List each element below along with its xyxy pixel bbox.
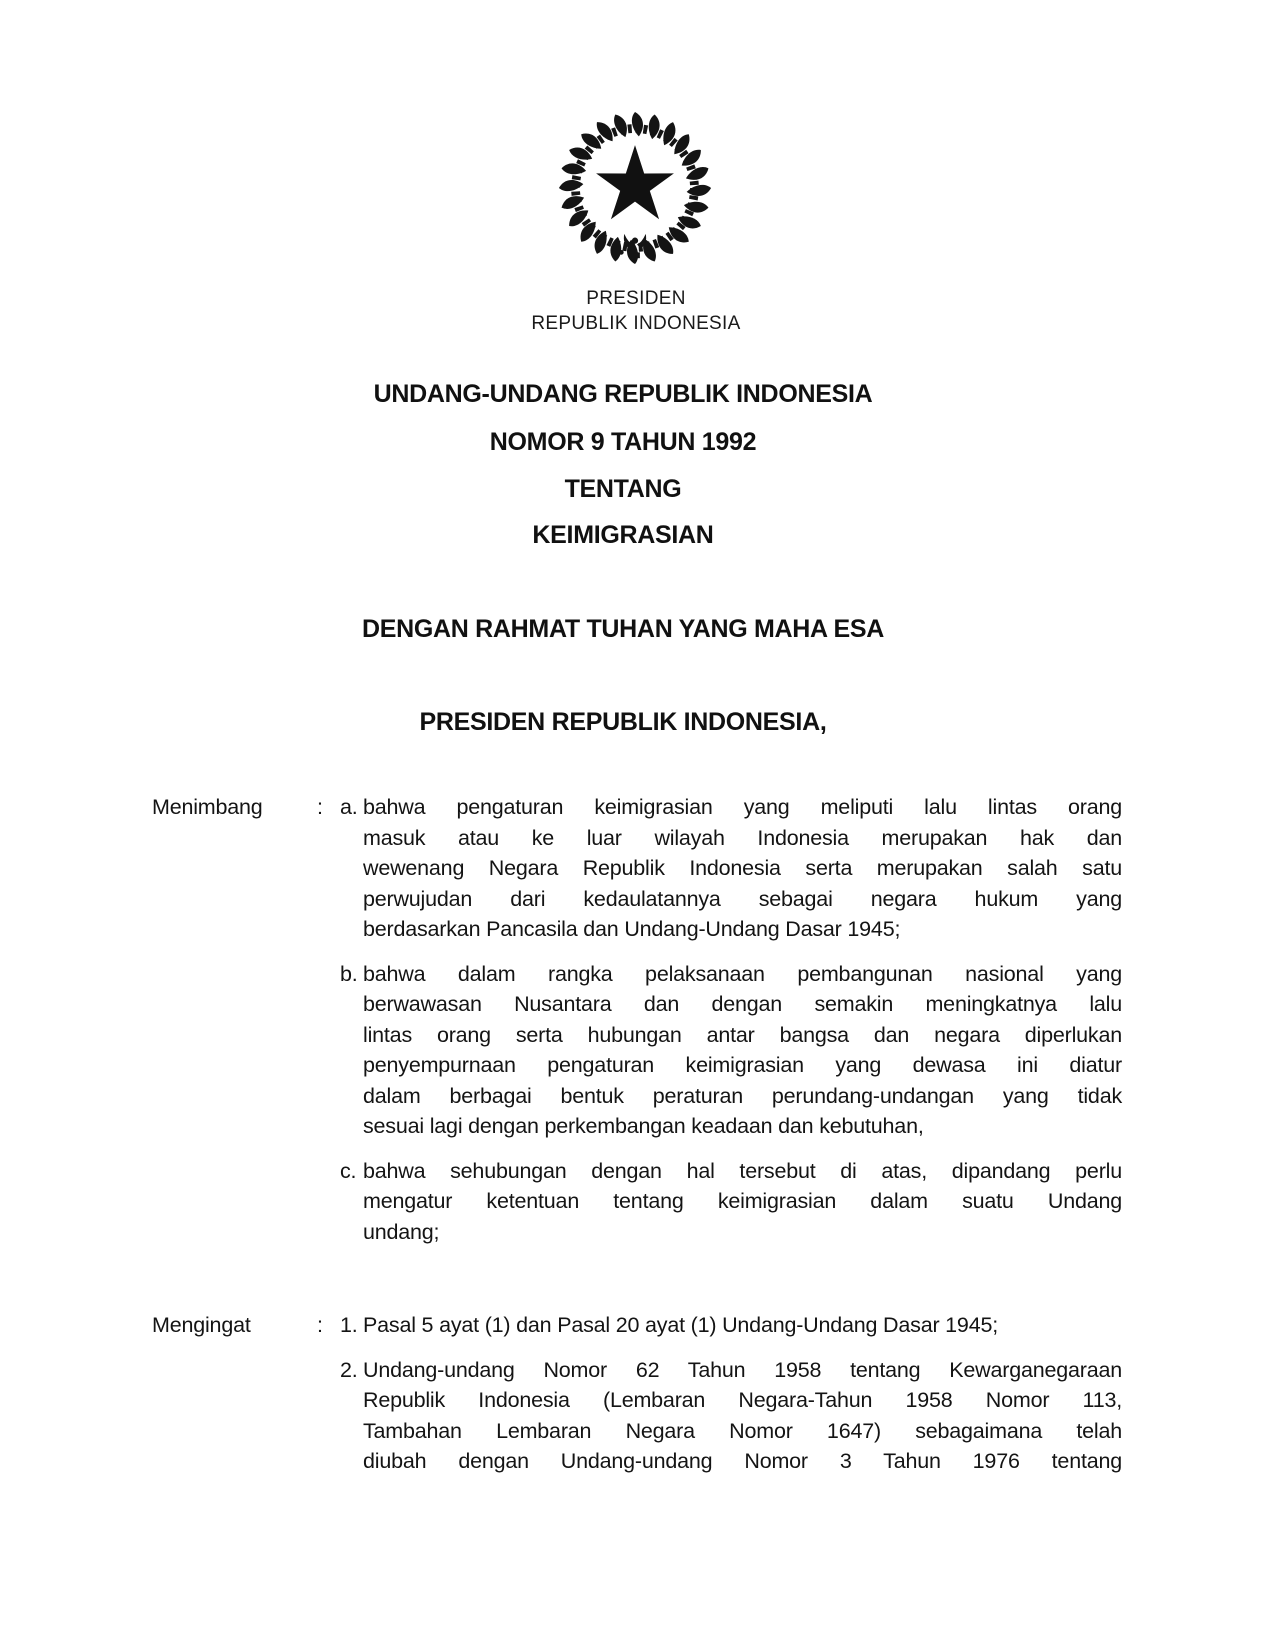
list-item-b bbox=[340, 959, 1122, 1142]
text-line: Undang-undang Nomor 62 Tahun 1958 tentang Kewarganegaraan bbox=[363, 1357, 1122, 1382]
text-line: bahwa pengaturan keimigrasian yang meliputi lalu lintas orang bbox=[363, 795, 1122, 819]
law-title: UNDANG-UNDANG REPUBLIK INDONESIA bbox=[373, 380, 873, 408]
list-item-1 bbox=[340, 1310, 1122, 1341]
text-line: Republik Indonesia (Lembaran Negara-Tahun 1958 Nomor 113, bbox=[363, 1388, 1122, 1412]
paragraph bbox=[363, 792, 1122, 945]
agency-header bbox=[0, 286, 1272, 336]
text-line: diubah dengan Undang-undang Nomor 3 Tahun 1976 tentang bbox=[363, 1449, 1122, 1473]
list-item-a bbox=[340, 792, 1122, 945]
agency-line-presiden: PRESIDEN bbox=[586, 288, 686, 309]
presidential-seal-icon bbox=[557, 110, 713, 266]
text-line: bahwa sehubungan dengan hal tersebut di atas, dipandang perlu bbox=[363, 1158, 1122, 1183]
menimbang-items bbox=[340, 792, 1122, 1247]
paragraph bbox=[363, 959, 1122, 1142]
menimbang-colon: : bbox=[317, 795, 323, 819]
list-marker: c. bbox=[340, 1158, 357, 1183]
mengingat-items bbox=[340, 1310, 1122, 1477]
text-line: berdasarkan Pancasila dan Undang-Undang Dasar 1945; bbox=[363, 917, 901, 941]
text-line: perwujudan dari kedaulatannya sebagai negara hukum yang bbox=[363, 886, 1122, 911]
text-line: sesuai lagi dengan perkembangan keadaan dan kebutuhan, bbox=[363, 1114, 924, 1138]
text-line: lintas orang serta hubungan antar bangsa dan negara diperlukan bbox=[363, 1022, 1122, 1047]
list-item-2 bbox=[340, 1355, 1122, 1477]
text-line: dalam berbagai bentuk peraturan perundang-undangan yang tidak bbox=[363, 1083, 1122, 1108]
menimbang-section bbox=[152, 792, 1122, 1247]
text-line: penyempurnaan pengaturan keimigrasian yang dewasa ini diatur bbox=[363, 1053, 1122, 1077]
paragraph bbox=[363, 1355, 1122, 1477]
text-line: mengatur ketentuan tentang keimigrasian dalam suatu Undang bbox=[363, 1189, 1122, 1213]
list-marker: 2. bbox=[340, 1357, 358, 1382]
text-line: wewenang Negara Republik Indonesia serta merupakan salah satu bbox=[363, 856, 1122, 880]
text-line: Pasal 5 ayat (1) dan Pasal 20 ayat (1) Undang-Undang Dasar 1945; bbox=[363, 1313, 998, 1337]
law-number: NOMOR 9 TAHUN 1992 bbox=[489, 428, 757, 456]
law-subject: KEIMIGRASIAN bbox=[532, 521, 714, 549]
text-line: undang; bbox=[363, 1219, 440, 1244]
paragraph bbox=[363, 1156, 1122, 1248]
tentang-label: TENTANG bbox=[564, 475, 682, 503]
mengingat-section bbox=[152, 1310, 1122, 1477]
list-marker: a. bbox=[340, 795, 358, 819]
list-marker: 1. bbox=[340, 1313, 358, 1337]
paragraph bbox=[363, 1310, 1122, 1341]
text-line: Tambahan Lembaran Negara Nomor 1647) sebagaimana telah bbox=[363, 1418, 1122, 1443]
mengingat-colon: : bbox=[317, 1313, 323, 1337]
menimbang-label: Menimbang bbox=[152, 795, 263, 819]
mengingat-label: Mengingat bbox=[152, 1313, 251, 1337]
list-item-c bbox=[340, 1156, 1122, 1248]
enacting-authority: PRESIDEN REPUBLIK INDONESIA, bbox=[419, 708, 827, 736]
text-line: masuk atau ke luar wilayah Indonesia merupakan hak dan bbox=[363, 825, 1122, 850]
list-marker: b. bbox=[340, 961, 358, 986]
text-line: berwawasan Nusantara dan dengan semakin meningkatnya lalu bbox=[363, 992, 1122, 1016]
invocation-line: DENGAN RAHMAT TUHAN YANG MAHA ESA bbox=[361, 615, 885, 643]
star-icon bbox=[596, 145, 674, 219]
agency-line-republik: REPUBLIK INDONESIA bbox=[531, 313, 741, 334]
text-line: bahwa dalam rangka pelaksanaan pembangunan nasional yang bbox=[363, 961, 1122, 986]
